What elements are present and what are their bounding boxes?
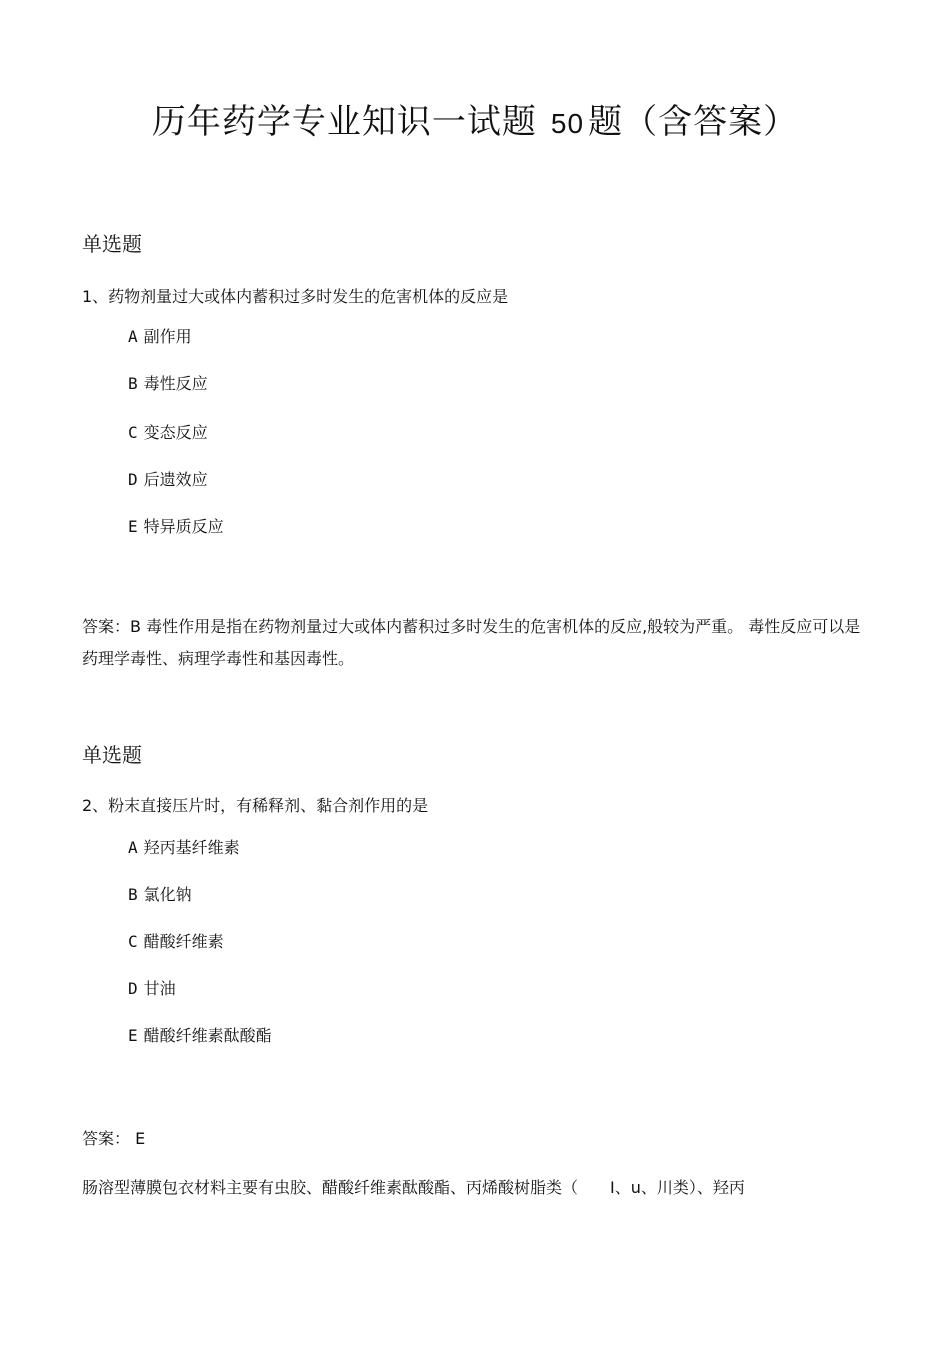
- option-letter: C: [128, 423, 138, 442]
- option-a: [128, 835, 240, 858]
- option-letter: D: [128, 979, 138, 998]
- title-suffix: 题（含答案）: [588, 102, 799, 142]
- option-d: [128, 976, 176, 999]
- option-b: [128, 882, 192, 905]
- option-text: 甘油: [143, 979, 176, 998]
- option-c: [128, 929, 224, 952]
- option-e: [128, 1023, 272, 1046]
- option-text: 变态反应: [143, 423, 208, 442]
- option-b: [128, 371, 208, 394]
- option-text: 副作用: [143, 327, 192, 346]
- answer-explanation: 肠溶型薄膜包衣材料主要有虫胶、醋酸纤维素酞酸酯、丙烯酸树脂类（ I、u、川类）、羟丙: [82, 1178, 745, 1197]
- option-d: [128, 467, 208, 490]
- section-heading: 单选题: [82, 232, 142, 256]
- section-heading: 单选题: [82, 743, 142, 767]
- option-letter: B: [128, 374, 138, 393]
- option-text: 后遗效应: [143, 470, 208, 489]
- option-letter: E: [128, 517, 138, 536]
- answer-text: 答案：B 毒性作用是指在药物剂量过大或体内蓄积过多时发生的危害机体的反应,般较为严重。 毒性反应可以是药理学毒性、病理学毒性和基因毒性。: [82, 617, 861, 668]
- option-letter: D: [128, 470, 138, 489]
- option-c: [128, 420, 208, 443]
- option-letter: B: [128, 885, 138, 904]
- option-letter: A: [128, 838, 138, 857]
- option-letter: C: [128, 932, 138, 951]
- option-text: 醋酸纤维素酞酸酯: [143, 1026, 272, 1045]
- title-prefix: 历年药学专业知识一试题: [151, 102, 537, 142]
- option-a: [128, 324, 192, 347]
- option-text: 醋酸纤维素: [143, 932, 224, 951]
- option-e: [128, 514, 224, 537]
- question-prompt: 2、粉末直接压片时，有稀释剂、黏合剂作用的是: [82, 796, 429, 815]
- option-text: 氯化钠: [143, 885, 192, 904]
- option-text: 毒性反应: [143, 374, 208, 393]
- option-text: 羟丙基纤维素: [143, 838, 240, 857]
- option-letter: A: [128, 327, 138, 346]
- option-letter: E: [128, 1026, 138, 1045]
- option-text: 特异质反应: [143, 517, 224, 536]
- document-title: [0, 94, 950, 143]
- title-number: 50: [550, 108, 585, 139]
- question-prompt: 1、药物剂量过大或体内蓄积过多时发生的危害机体的反应是: [82, 287, 509, 306]
- answer-text: 答案： E: [82, 1129, 146, 1148]
